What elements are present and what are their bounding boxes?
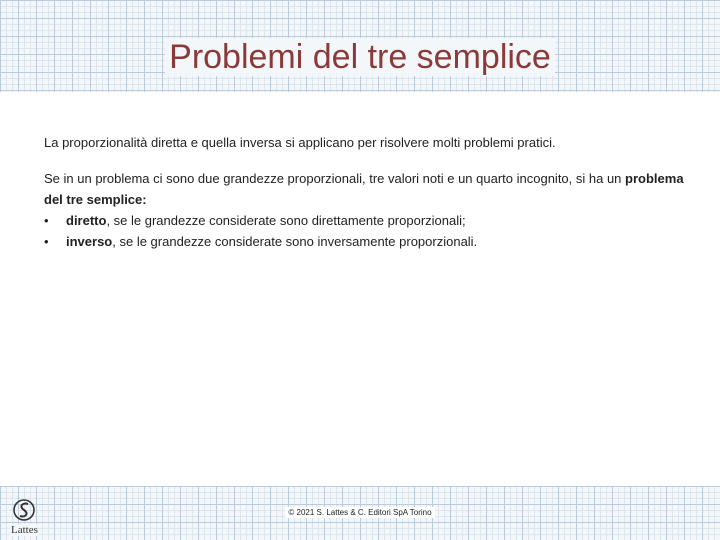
- bullet-text: , se le grandezze considerate sono direttamente proporzionali;: [106, 213, 466, 228]
- slide-title-text: Problemi del tre semplice: [165, 38, 555, 76]
- definition-text: Se in un problema ci sono due grandezze proporzionali, tre valori noti e un quarto incognito, si ha un: [44, 171, 626, 186]
- paragraph-definition: [44, 168, 684, 210]
- footer: [0, 508, 720, 517]
- bullet-text: , se le grandezze considerate sono inversamente proporzionali.: [112, 234, 478, 249]
- bullet-list: [44, 210, 684, 252]
- slide-title: [0, 38, 720, 77]
- definition-term: problema del tre semplice: [44, 171, 684, 207]
- bullet-term: diretto: [66, 213, 107, 228]
- paragraph-intro: La proporzionalità diretta e quella inversa si applicano per risolvere molti problemi pratici.: [44, 135, 556, 150]
- copyright-text: © 2021 S. Lattes & C. Editori SpA Torino: [285, 507, 434, 518]
- logo-wordmark: Lattes: [11, 524, 38, 536]
- definition-colon: :: [142, 192, 147, 207]
- slide-body: [44, 132, 684, 252]
- list-item: [44, 231, 684, 252]
- list-item: [44, 210, 684, 231]
- bullet-term: inverso: [66, 234, 113, 249]
- bullet-icon: •: [44, 234, 49, 249]
- bullet-icon: •: [44, 213, 49, 228]
